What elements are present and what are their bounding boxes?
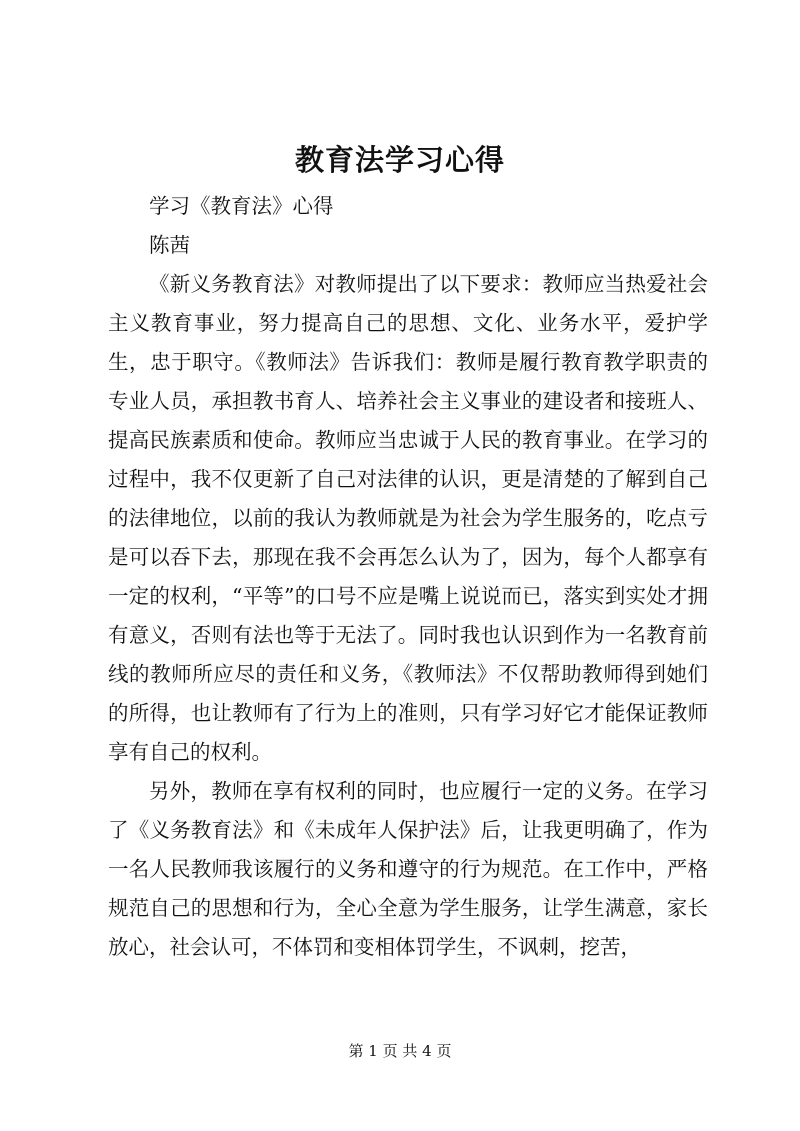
page-footer: 第 1 页 共 4 页	[348, 1042, 452, 1060]
page-title: 教育法学习心得	[294, 143, 505, 177]
paragraph-2: 另外，教师在享有权利的同时，也应履行一定的义务。在学习了《义务教育法》和《未成年人保护法》后，让我更明确了，作为一名人民教师我该履行的义务和遵守的行为规范。在工作中，严格规范自己的思想和行为，全心全意为学生服务，让学生满意，家长放心，社会认可，不体罚和变相体罚学生，不讽刺，挖苦，	[108, 779, 708, 959]
document-body	[108, 187, 708, 967]
author-line: 陈茜	[149, 233, 190, 257]
subtitle-line: 学习《教育法》心得	[149, 194, 334, 218]
paragraph-1: 《新义务教育法》对教师提出了以下要求：教师应当热爱社会主义教育事业，努力提高自己的思想、文化、业务水平，爱护学生，忠于职守。《教师法》告诉我们：教师是履行教育教学职责的专业人员，承担教书育人、培养社会主义事业的建设者和接班人、提高民族素质和使命。教师应当忠诚于人民的教育事业。在学习的过程中，我不仅更新了自己对法律的认识，更是清楚的了解到自己的法律地位，以前的我认为教师就是为社会为学生服务的，吃点亏是可以吞下去，那现在我不会再怎么认为了，因为，每个人都享有一定的权利，“平等”的口号不应是嘴上说说而已，落实到实处才拥有意义，否则有法也等于无法了。同时我也认识到作为一名教育前线的教师所应尽的责任和义务，《教师法》不仅帮助教师得到她们的所得，也让教师有了行为上的准则，只有学习好它才能保证教师享有自己的权利。	[108, 272, 708, 764]
